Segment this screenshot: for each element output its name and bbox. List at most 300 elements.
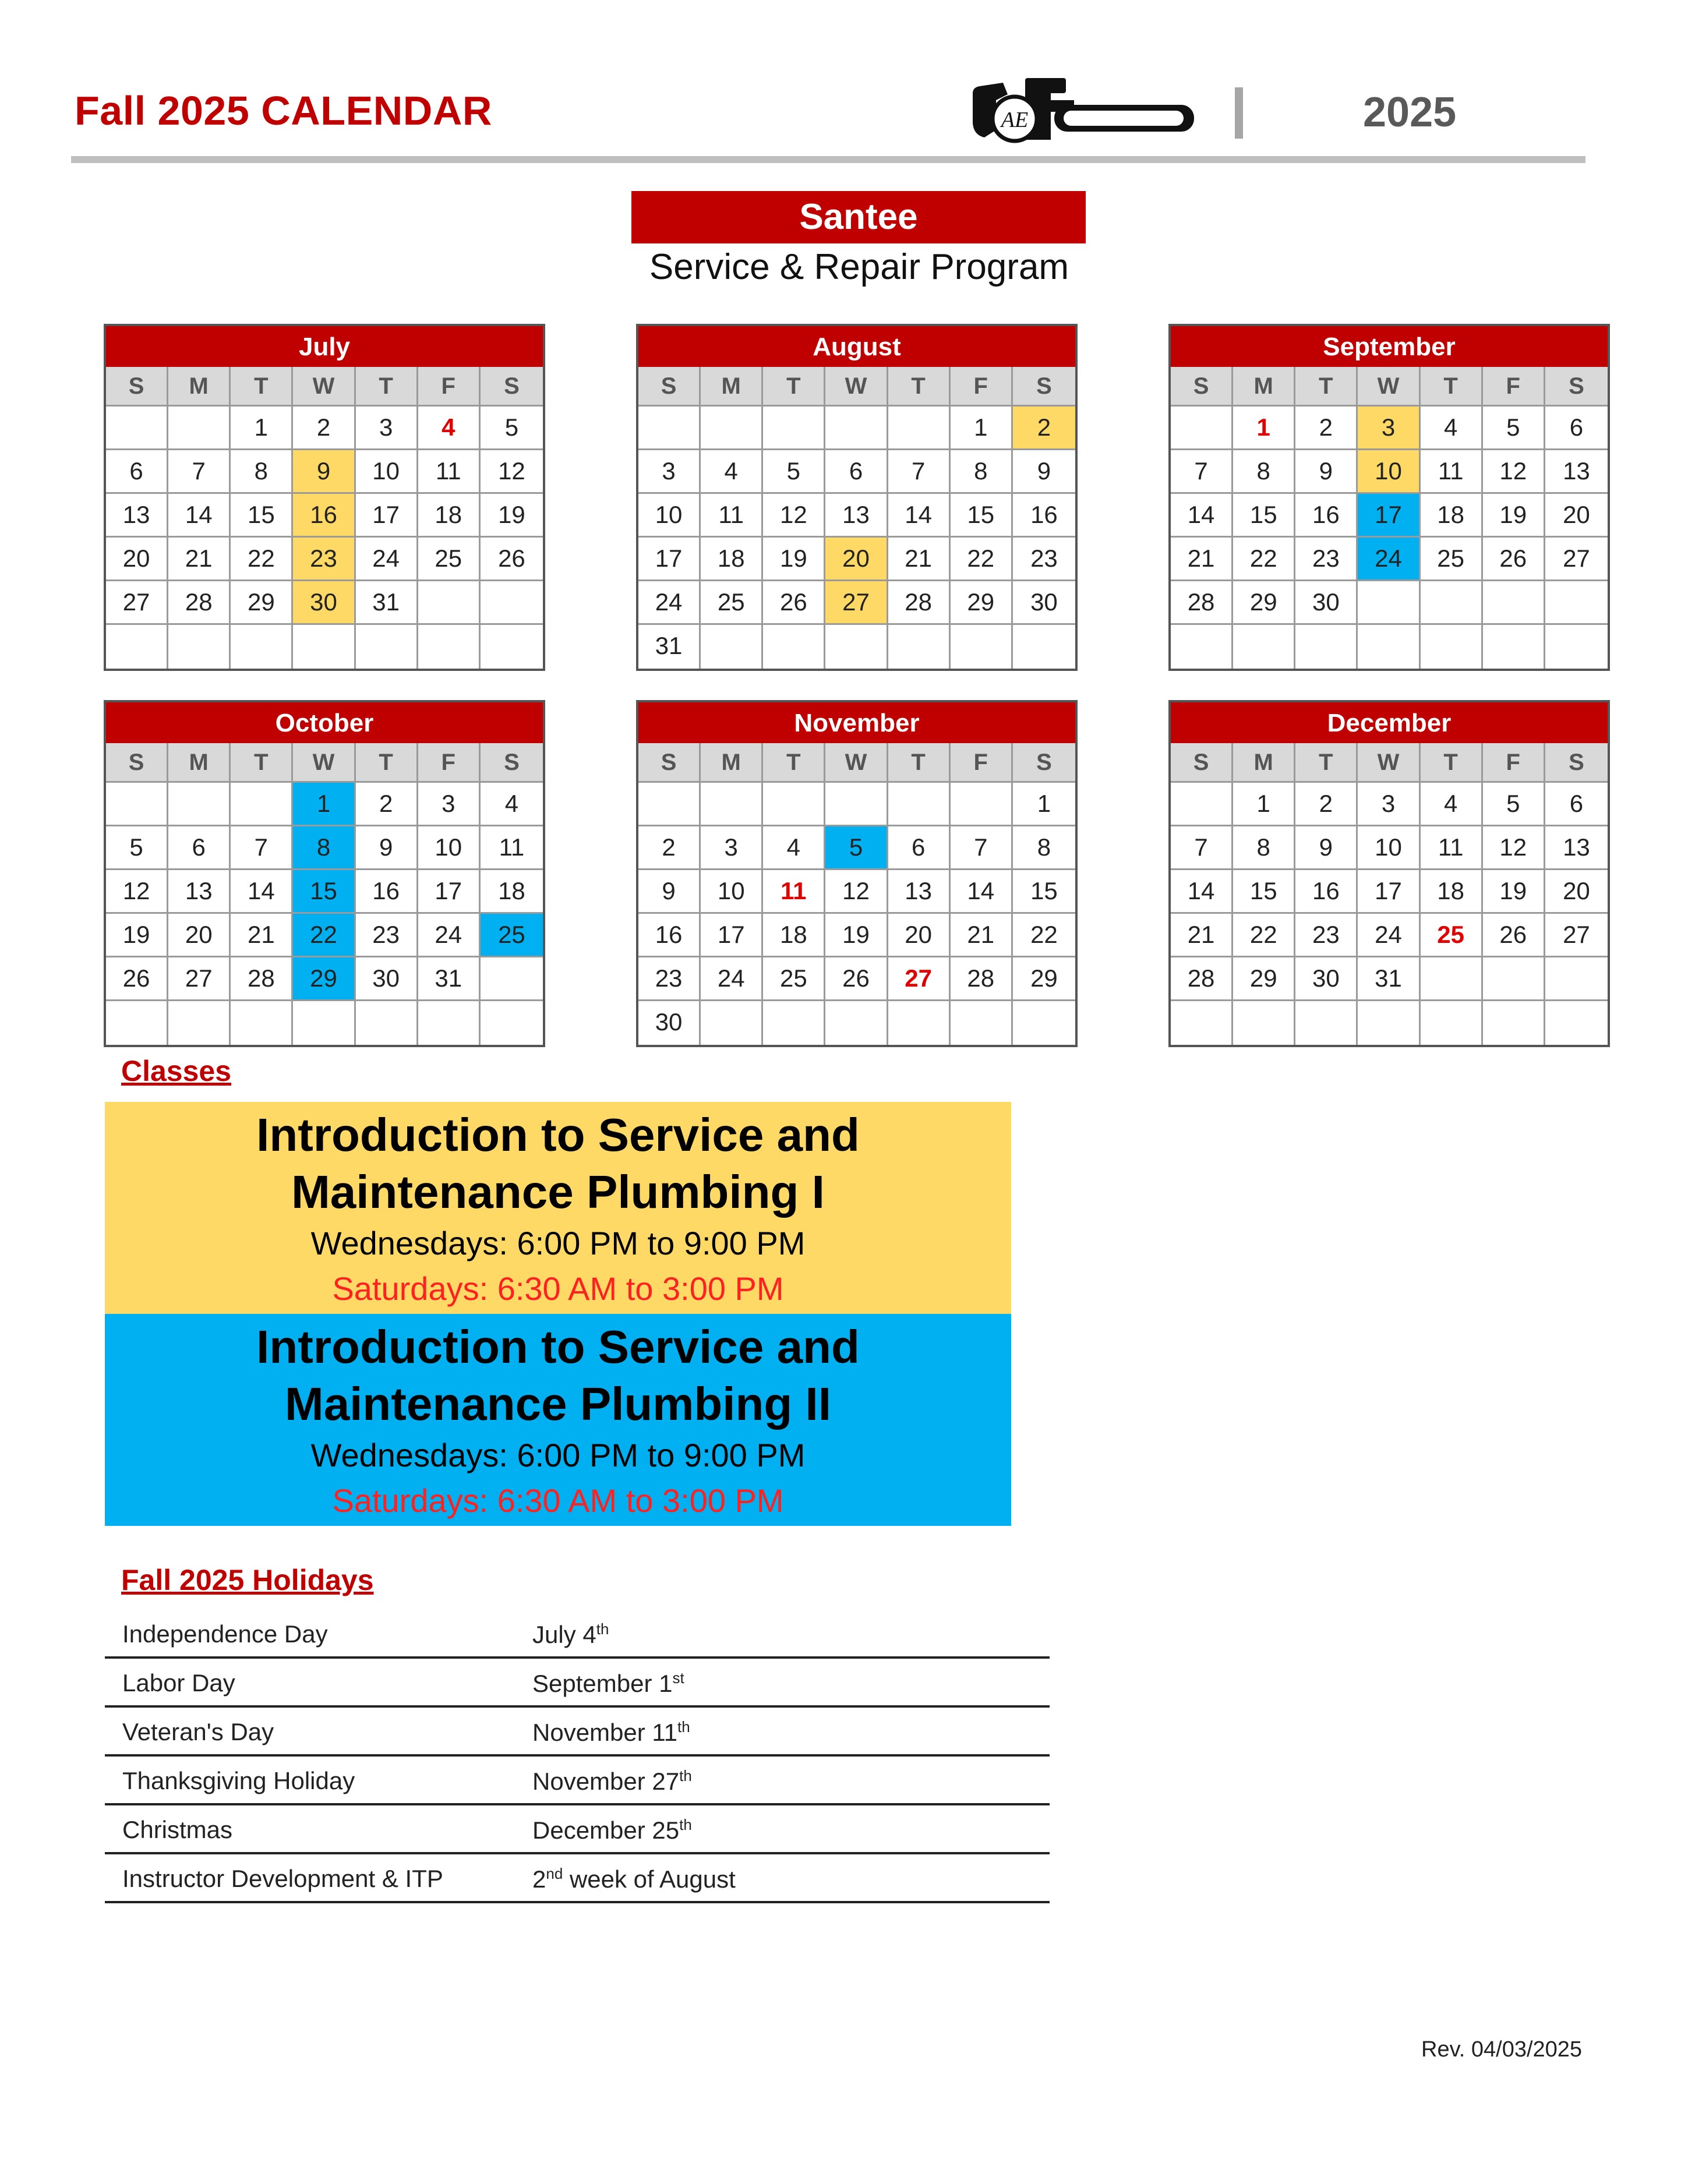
day-cell: 2 (638, 826, 701, 870)
weekday-label: T (1295, 743, 1358, 783)
day-cell: 20 (888, 914, 951, 957)
empty-cell (638, 407, 701, 450)
day-cell: 1 (1233, 783, 1295, 826)
weekday-label: F (418, 367, 481, 407)
empty-cell (1358, 625, 1420, 669)
weekday-label: S (638, 743, 701, 783)
day-cell: 12 (481, 450, 543, 494)
empty-cell (418, 581, 481, 625)
day-cell: 1 (951, 407, 1013, 450)
day-cell: 17 (1358, 494, 1420, 538)
day-cell: 5 (1483, 783, 1545, 826)
day-cell: 24 (418, 914, 481, 957)
class-plumbing-2 (105, 1314, 1011, 1526)
day-cell: 6 (1545, 407, 1608, 450)
day-cell: 9 (1295, 450, 1358, 494)
day-cell: 29 (293, 957, 355, 1001)
day-cell: 4 (763, 826, 825, 870)
class-title-line2: Maintenance Plumbing I (291, 1166, 825, 1218)
day-cell: 4 (701, 450, 763, 494)
weekday-label: T (231, 367, 293, 407)
holiday-name: Christmas (122, 1816, 233, 1843)
day-cell: 5 (1483, 407, 1545, 450)
weekday-label: M (1233, 367, 1295, 407)
day-cell: 10 (701, 870, 763, 914)
day-cell: 13 (825, 494, 888, 538)
day-cell: 21 (1171, 538, 1233, 581)
class-title-line1: Introduction to Service and (256, 1109, 860, 1161)
empty-cell (951, 783, 1013, 826)
day-cell: 19 (1483, 494, 1545, 538)
day-cell: 14 (1171, 870, 1233, 914)
day-cell: 9 (638, 870, 701, 914)
day-cell: 14 (888, 494, 951, 538)
holiday-name: Labor Day (122, 1669, 235, 1697)
day-cell: 21 (888, 538, 951, 581)
day-cell: 25 (418, 538, 481, 581)
day-cell: 17 (701, 914, 763, 957)
weekday-label: F (951, 367, 1013, 407)
month-september (1168, 324, 1610, 671)
class-title (105, 1102, 1011, 1221)
holiday-row (105, 1610, 1050, 1659)
weekday-label: T (356, 743, 418, 783)
logo (967, 77, 1200, 147)
empty-cell (763, 407, 825, 450)
month-grid (638, 743, 1075, 1045)
day-cell: 7 (1171, 450, 1233, 494)
empty-cell (1545, 625, 1608, 669)
empty-cell (293, 1001, 355, 1045)
weekday-label: T (1421, 367, 1483, 407)
weekday-label: S (1545, 743, 1608, 783)
day-cell: 11 (481, 826, 543, 870)
weekday-label: S (481, 743, 543, 783)
class-title-line1: Introduction to Service and (256, 1321, 860, 1373)
day-cell: 7 (951, 826, 1013, 870)
day-cell: 20 (1545, 494, 1608, 538)
day-cell: 22 (1233, 538, 1295, 581)
header-year: 2025 (1363, 89, 1457, 136)
weekday-label: T (763, 367, 825, 407)
empty-cell (481, 581, 543, 625)
weekday-label: W (293, 367, 355, 407)
day-cell: 18 (418, 494, 481, 538)
empty-cell (231, 1001, 293, 1045)
day-cell: 13 (1545, 450, 1608, 494)
month-grid (638, 367, 1075, 669)
day-cell: 1 (231, 407, 293, 450)
day-cell: 27 (1545, 914, 1608, 957)
program-subtitle: Service & Repair Program (649, 247, 1069, 287)
empty-cell (888, 625, 951, 669)
day-cell: 12 (1483, 826, 1545, 870)
day-cell: 4 (1421, 407, 1483, 450)
day-cell: 5 (481, 407, 543, 450)
day-cell: 7 (888, 450, 951, 494)
day-cell: 7 (168, 450, 231, 494)
empty-cell (106, 407, 168, 450)
day-cell: 30 (1295, 957, 1358, 1001)
class-plumbing-1 (105, 1102, 1011, 1314)
day-cell: 5 (825, 826, 888, 870)
holiday-row (105, 1854, 1050, 1903)
day-cell: 24 (356, 538, 418, 581)
weekday-label: W (1358, 367, 1420, 407)
day-cell: 9 (1295, 826, 1358, 870)
holiday-date: November 27th (532, 1767, 692, 1795)
day-cell: 2 (1295, 783, 1358, 826)
day-cell: 20 (106, 538, 168, 581)
day-cell: 13 (1545, 826, 1608, 870)
day-cell: 18 (701, 538, 763, 581)
day-cell: 4 (1421, 783, 1483, 826)
empty-cell (1171, 407, 1233, 450)
day-cell: 3 (418, 783, 481, 826)
month-name: November (638, 702, 1075, 743)
day-cell: 7 (1171, 826, 1233, 870)
empty-cell (231, 783, 293, 826)
month-grid (1171, 743, 1608, 1045)
day-cell: 21 (1171, 914, 1233, 957)
empty-cell (1483, 957, 1545, 1001)
day-cell: 31 (638, 625, 701, 669)
day-cell: 25 (1421, 538, 1483, 581)
class-wednesday-time: Wednesdays: 6:00 PM to 9:00 PM (310, 1225, 806, 1261)
day-cell: 26 (1483, 914, 1545, 957)
empty-cell (168, 1001, 231, 1045)
empty-cell (481, 625, 543, 669)
day-cell: 6 (168, 826, 231, 870)
empty-cell (231, 625, 293, 669)
day-cell: 3 (1358, 407, 1420, 450)
day-cell: 23 (356, 914, 418, 957)
day-cell: 26 (481, 538, 543, 581)
empty-cell (1295, 625, 1358, 669)
day-cell: 27 (888, 957, 951, 1001)
day-cell: 22 (231, 538, 293, 581)
day-cell: 28 (951, 957, 1013, 1001)
empty-cell (106, 625, 168, 669)
empty-cell (356, 1001, 418, 1045)
day-cell: 23 (1295, 538, 1358, 581)
day-cell: 24 (1358, 914, 1420, 957)
empty-cell (701, 783, 763, 826)
day-cell: 29 (951, 581, 1013, 625)
empty-cell (1545, 957, 1608, 1001)
empty-cell (1483, 625, 1545, 669)
day-cell: 15 (1013, 870, 1075, 914)
month-july (104, 324, 545, 671)
day-cell: 11 (1421, 450, 1483, 494)
day-cell: 26 (1483, 538, 1545, 581)
day-cell: 5 (106, 826, 168, 870)
weekday-label: S (1545, 367, 1608, 407)
empty-cell (356, 625, 418, 669)
day-cell: 5 (763, 450, 825, 494)
day-cell: 29 (1233, 957, 1295, 1001)
day-cell: 18 (1421, 494, 1483, 538)
day-cell: 18 (1421, 870, 1483, 914)
day-cell: 11 (701, 494, 763, 538)
month-name: December (1171, 702, 1608, 743)
weekday-label: M (701, 367, 763, 407)
empty-cell (825, 625, 888, 669)
weekday-label: M (1233, 743, 1295, 783)
day-cell: 11 (418, 450, 481, 494)
day-cell: 6 (106, 450, 168, 494)
day-cell: 28 (231, 957, 293, 1001)
day-cell: 15 (293, 870, 355, 914)
weekday-label: S (1171, 743, 1233, 783)
day-cell: 16 (293, 494, 355, 538)
day-cell: 14 (1171, 494, 1233, 538)
day-cell: 27 (1545, 538, 1608, 581)
day-cell: 30 (638, 1001, 701, 1045)
day-cell: 22 (1013, 914, 1075, 957)
empty-cell (951, 625, 1013, 669)
weekday-label: W (293, 743, 355, 783)
weekday-label: M (701, 743, 763, 783)
pipe-wrench-icon (967, 77, 1200, 147)
weekday-label: T (231, 743, 293, 783)
day-cell: 26 (825, 957, 888, 1001)
day-cell: 28 (888, 581, 951, 625)
header-separator (1235, 87, 1243, 139)
empty-cell (481, 1001, 543, 1045)
class-saturday-time: Saturdays: 6:30 AM to 3:00 PM (332, 1482, 784, 1519)
day-cell: 15 (1233, 870, 1295, 914)
day-cell: 20 (168, 914, 231, 957)
day-cell: 6 (1545, 783, 1608, 826)
holiday-date: September 1st (532, 1669, 684, 1697)
day-cell: 28 (1171, 581, 1233, 625)
day-cell: 22 (1233, 914, 1295, 957)
month-name: September (1171, 326, 1608, 367)
empty-cell (1171, 625, 1233, 669)
day-cell: 26 (763, 581, 825, 625)
day-cell: 2 (293, 407, 355, 450)
day-cell: 16 (356, 870, 418, 914)
day-cell: 8 (1233, 826, 1295, 870)
holiday-row (105, 1659, 1050, 1708)
empty-cell (825, 1001, 888, 1045)
day-cell: 24 (701, 957, 763, 1001)
day-cell: 28 (1171, 957, 1233, 1001)
day-cell: 28 (168, 581, 231, 625)
empty-cell (168, 407, 231, 450)
empty-cell (701, 1001, 763, 1045)
day-cell: 21 (168, 538, 231, 581)
day-cell: 31 (356, 581, 418, 625)
weekday-label: S (106, 367, 168, 407)
day-cell: 10 (418, 826, 481, 870)
day-cell: 29 (231, 581, 293, 625)
day-cell: 25 (481, 914, 543, 957)
day-cell: 1 (1233, 407, 1295, 450)
day-cell: 8 (1013, 826, 1075, 870)
day-cell: 23 (1295, 914, 1358, 957)
empty-cell (763, 783, 825, 826)
day-cell: 19 (481, 494, 543, 538)
empty-cell (1295, 1001, 1358, 1045)
day-cell: 4 (481, 783, 543, 826)
day-cell: 16 (638, 914, 701, 957)
day-cell: 18 (481, 870, 543, 914)
holiday-name: Instructor Development & ITP (122, 1865, 443, 1892)
weekday-label: F (418, 743, 481, 783)
day-cell: 20 (1545, 870, 1608, 914)
day-cell: 6 (825, 450, 888, 494)
day-cell: 27 (825, 581, 888, 625)
empty-cell (1545, 581, 1608, 625)
day-cell: 1 (293, 783, 355, 826)
empty-cell (701, 407, 763, 450)
day-cell: 13 (106, 494, 168, 538)
holiday-name: Thanksgiving Holiday (122, 1767, 355, 1794)
day-cell: 25 (763, 957, 825, 1001)
weekday-label: F (951, 743, 1013, 783)
empty-cell (763, 625, 825, 669)
empty-cell (168, 783, 231, 826)
day-cell: 19 (825, 914, 888, 957)
empty-cell (106, 1001, 168, 1045)
day-cell: 30 (356, 957, 418, 1001)
day-cell: 14 (168, 494, 231, 538)
day-cell: 23 (293, 538, 355, 581)
day-cell: 7 (231, 826, 293, 870)
day-cell: 2 (1295, 407, 1358, 450)
holidays-table (105, 1610, 1050, 1903)
empty-cell (481, 957, 543, 1001)
empty-cell (106, 783, 168, 826)
empty-cell (1421, 957, 1483, 1001)
weekday-label: W (825, 743, 888, 783)
month-name: July (106, 326, 543, 367)
day-cell: 3 (701, 826, 763, 870)
day-cell: 19 (1483, 870, 1545, 914)
weekday-label: M (168, 743, 231, 783)
day-cell: 8 (951, 450, 1013, 494)
holiday-name: Independence Day (122, 1620, 328, 1648)
day-cell: 25 (701, 581, 763, 625)
day-cell: 31 (418, 957, 481, 1001)
day-cell: 3 (638, 450, 701, 494)
day-cell: 24 (638, 581, 701, 625)
empty-cell (1171, 1001, 1233, 1045)
weekday-label: T (888, 743, 951, 783)
day-cell: 26 (106, 957, 168, 1001)
weekday-label: S (106, 743, 168, 783)
empty-cell (1358, 581, 1420, 625)
holiday-row (105, 1757, 1050, 1805)
empty-cell (1013, 625, 1075, 669)
weekday-label: T (888, 367, 951, 407)
program-name: Santee (631, 191, 1086, 243)
holiday-date: 2nd week of August (532, 1865, 736, 1893)
day-cell: 16 (1295, 870, 1358, 914)
day-cell: 4 (418, 407, 481, 450)
weekday-label: S (1013, 367, 1075, 407)
day-cell: 2 (356, 783, 418, 826)
holiday-date: November 11th (532, 1718, 690, 1746)
holiday-row (105, 1805, 1050, 1854)
empty-cell (1013, 1001, 1075, 1045)
day-cell: 15 (231, 494, 293, 538)
class-title (105, 1314, 1011, 1433)
empty-cell (763, 1001, 825, 1045)
day-cell: 13 (888, 870, 951, 914)
day-cell: 23 (638, 957, 701, 1001)
day-cell: 9 (1013, 450, 1075, 494)
weekday-label: T (1295, 367, 1358, 407)
day-cell: 19 (763, 538, 825, 581)
month-name: August (638, 326, 1075, 367)
empty-cell (1358, 1001, 1420, 1045)
empty-cell (1483, 1001, 1545, 1045)
empty-cell (888, 407, 951, 450)
day-cell: 9 (293, 450, 355, 494)
day-cell: 14 (951, 870, 1013, 914)
day-cell: 17 (1358, 870, 1420, 914)
weekday-label: S (481, 367, 543, 407)
day-cell: 29 (1013, 957, 1075, 1001)
month-grid (1171, 367, 1608, 669)
weekday-label: W (825, 367, 888, 407)
header-rule (71, 156, 1585, 163)
day-cell: 13 (168, 870, 231, 914)
day-cell: 6 (888, 826, 951, 870)
day-cell: 16 (1013, 494, 1075, 538)
empty-cell (1545, 1001, 1608, 1045)
weekday-label: S (638, 367, 701, 407)
day-cell: 29 (1233, 581, 1295, 625)
empty-cell (418, 625, 481, 669)
day-cell: 9 (356, 826, 418, 870)
empty-cell (638, 783, 701, 826)
weekday-label: M (168, 367, 231, 407)
empty-cell (1171, 783, 1233, 826)
day-cell: 27 (168, 957, 231, 1001)
weekday-label: S (1171, 367, 1233, 407)
class-title-line2: Maintenance Plumbing II (285, 1378, 831, 1430)
day-cell: 3 (356, 407, 418, 450)
day-cell: 27 (106, 581, 168, 625)
empty-cell (1483, 581, 1545, 625)
day-cell: 10 (356, 450, 418, 494)
day-cell: 10 (638, 494, 701, 538)
day-cell: 2 (1013, 407, 1075, 450)
day-cell: 22 (951, 538, 1013, 581)
holidays-heading: Fall 2025 Holidays (121, 1564, 374, 1596)
holiday-date: December 25th (532, 1816, 692, 1844)
day-cell: 12 (763, 494, 825, 538)
day-cell: 11 (1421, 826, 1483, 870)
month-november (636, 700, 1078, 1047)
month-name: October (106, 702, 543, 743)
day-cell: 10 (1358, 826, 1420, 870)
classes-heading: Classes (121, 1055, 232, 1087)
weekday-label: F (1483, 743, 1545, 783)
weekday-label: W (1358, 743, 1420, 783)
empty-cell (825, 407, 888, 450)
empty-cell (951, 1001, 1013, 1045)
day-cell: 20 (825, 538, 888, 581)
weekday-label: S (1013, 743, 1075, 783)
logo-text: AE (1001, 108, 1029, 132)
day-cell: 23 (1013, 538, 1075, 581)
day-cell: 19 (106, 914, 168, 957)
